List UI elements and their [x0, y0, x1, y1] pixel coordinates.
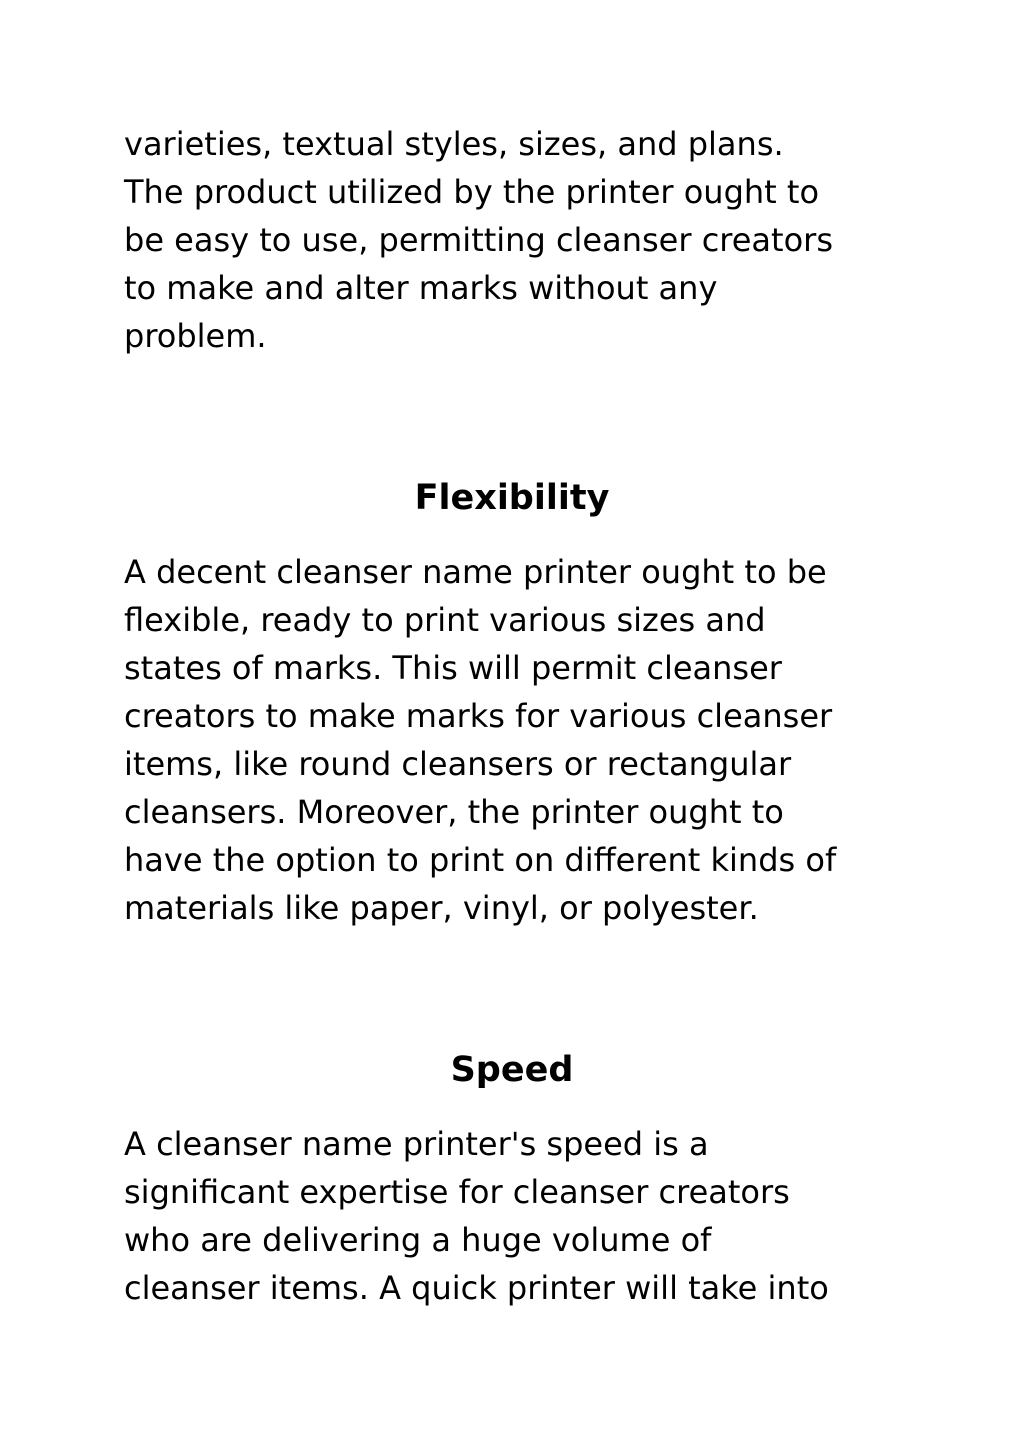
document-page — [124, 120, 914, 1312]
section-heading-flexibility: Flexibility — [414, 478, 610, 518]
intro-paragraph: varieties, textual styles, sizes, and plans. The product utilized by the printer ought to be easy to use, permitting cleanser creators to make and alter marks without any problem. — [124, 125, 833, 355]
section-paragraph-speed: A cleanser name printer's speed is a significant expertise for cleanser creators who are delivering a huge volume of cleanser items. A quick printer will take into — [124, 1125, 829, 1307]
section-paragraph-flexibility: A decent cleanser name printer ought to be flexible, ready to print various sizes and states of marks. This will permit cleanser creators to make marks for various cleanser items, like round cleansers or rectangular cleansers. Moreover, the printer ought to have the option to print on different kinds of materials like paper, vinyl, or polyester. — [124, 553, 837, 927]
section-heading-speed: Speed — [450, 1050, 574, 1090]
